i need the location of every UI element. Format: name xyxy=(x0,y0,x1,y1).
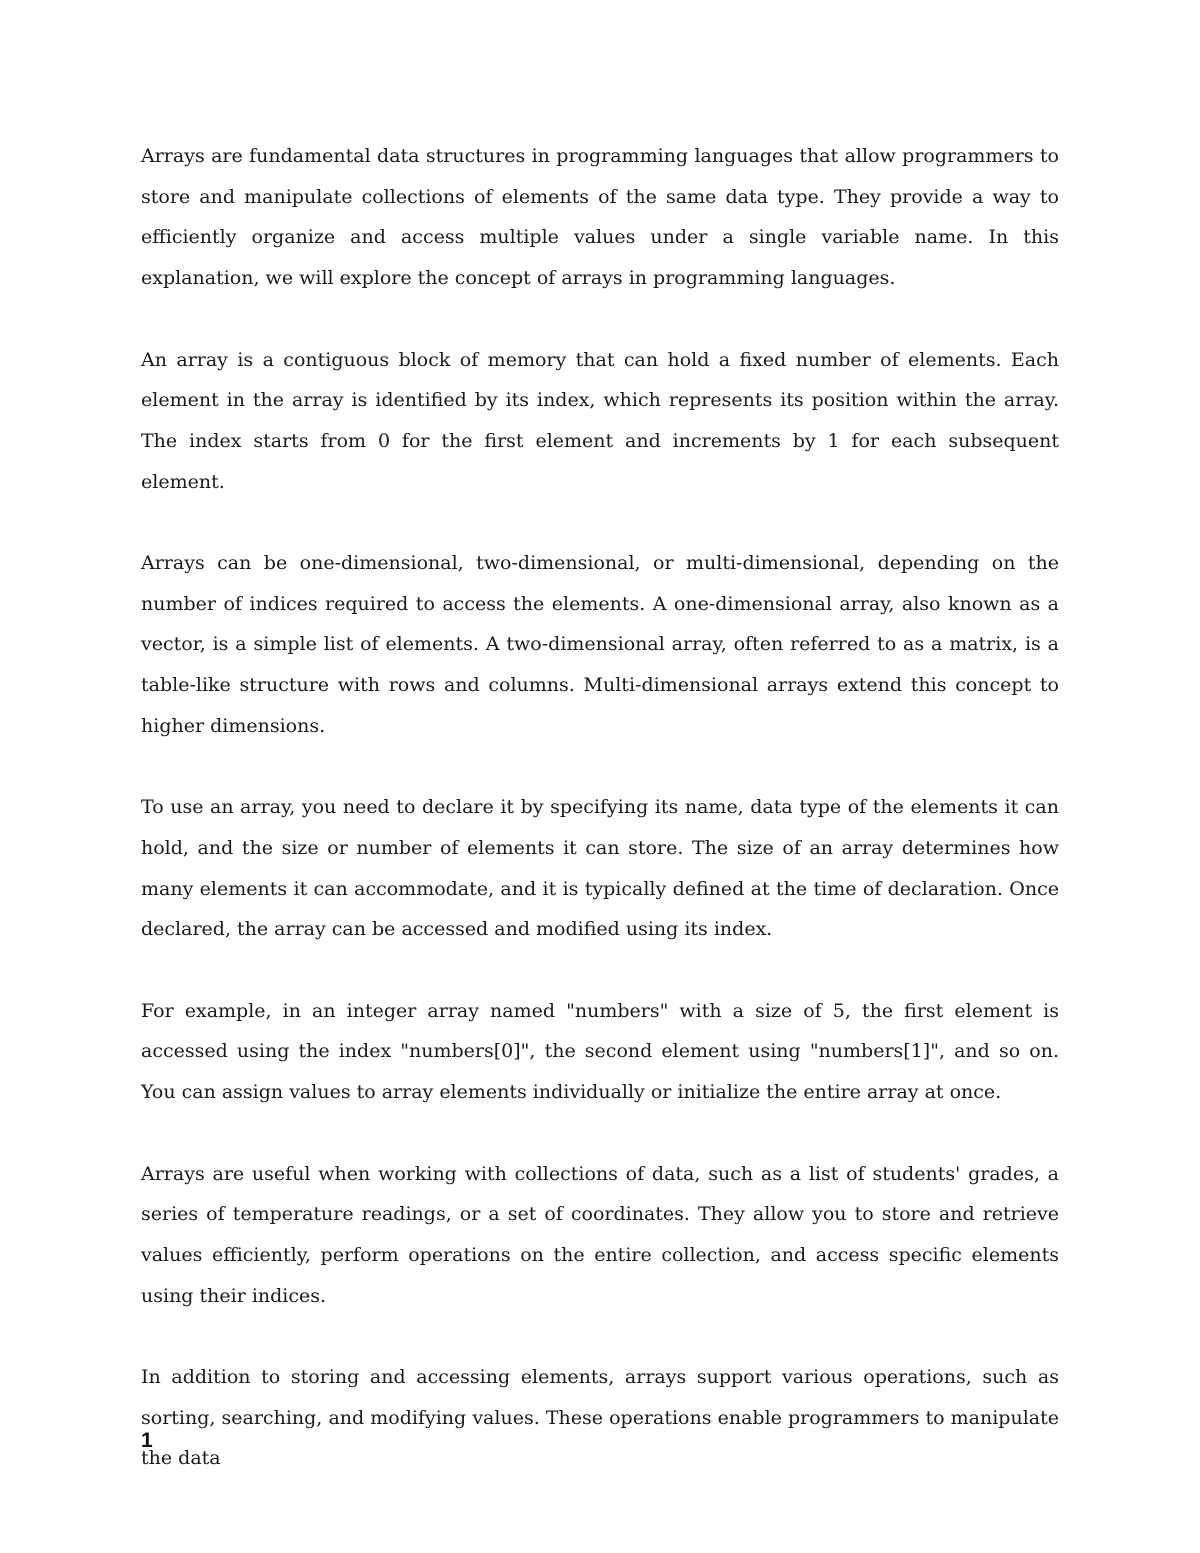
page-number: 1 xyxy=(141,1429,153,1452)
paragraph-declaration: To use an array, you need to declare it by specifying its name, data type of the elements it can hold, and the size or number of elements it can store. The size of an array determines how many elements it can accommodate, and it is typically defined at the time of declaration. Once declared, the array can be accessed and modified using its index. xyxy=(141,796,1059,941)
paragraph-intro: Arrays are fundamental data structures in programming languages that allow programmers to store and manipulate collections of elements of the same data type. They provide a way to efficiently organize and access multiple values under a single variable name. In this explanation, we will explore the concept of arrays in programming languages. xyxy=(141,145,1059,290)
document-body xyxy=(141,136,1059,1479)
paragraph-operations: In addition to storing and accessing elements, arrays support various operations, such as sorting, searching, and modifying values. These operations enable programmers to manipulate the data xyxy=(141,1366,1059,1470)
paragraph-array-definition: An array is a contiguous block of memory that can hold a fixed number of elements. Each element in the array is identified by its index, which represents its position within the array. The index starts from 0 for the first element and increments by 1 for each subsequent element. xyxy=(141,348,1059,493)
paragraph-dimensions: Arrays can be one-dimensional, two-dimensional, or multi-dimensional, depending on the number of indices required to access the elements. A one-dimensional array, also known as a vector, is a simple list of elements. A two-dimensional array, often referred to as a matrix, is a table-like structure with rows and columns. Multi-dimensional arrays extend this concept to higher dimensions. xyxy=(141,552,1059,737)
paragraph-example: For example, in an integer array named "numbers" with a size of 5, the first element is accessed using the index "numbers[0]", the second element using "numbers[1]", and so on. You can assign values to array elements individually or initialize the entire array at once. xyxy=(141,999,1059,1104)
paragraph-usefulness: Arrays are useful when working with collections of data, such as a list of students' grades, a series of temperature readings, or a set of coordinates. They allow you to store and retrieve values efficiently, perform operations on the entire collection, and access specific elements using their indices. xyxy=(141,1162,1059,1307)
